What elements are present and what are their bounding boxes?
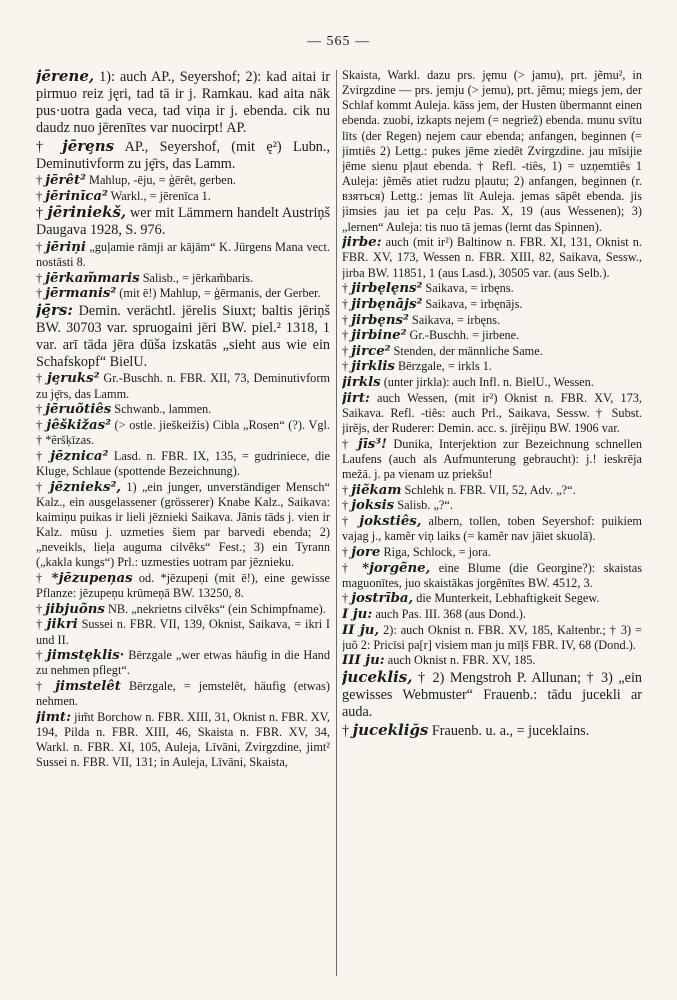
entry-definition: auch Pas. III. 368 (aus Dond.). bbox=[372, 606, 526, 621]
entry-headword: *jēzupeņas bbox=[51, 570, 133, 586]
entry-definition: Riga, Schlock, = jora. bbox=[380, 544, 491, 559]
entry-headword: jēruõtiês bbox=[45, 402, 112, 418]
entry-definition: eine Blume (die Georgine?): skaistas maguonītes, juo skaistākas jorgẽnītes BW. 4512, 3. bbox=[342, 560, 642, 590]
entry-headword: jēriniekš, bbox=[47, 203, 127, 222]
column-divider bbox=[336, 70, 337, 976]
entry-definition: Frauenb. u. a., = juceklains. bbox=[428, 722, 590, 739]
dagger-mark: † bbox=[36, 270, 46, 285]
entry-headword: jimstelêt bbox=[55, 679, 121, 695]
entry-headword: jucekliğs bbox=[352, 720, 429, 739]
entry-definition: Gr.-Buschh. = jirbene. bbox=[406, 328, 520, 343]
entry-definition: Skaista, Warkl. dazu prs. jęmu (> jamu), prt. jẽmu², in Zvirgzdine — prs. jemju (> jemu), prt. jẽmu; miegs jem, der Schlaf kommt Auleja. kāss jem, der Husten übermannt einen ebenda. zuobi, izkapts nejem (= negrieẑ) ebenda. munu svītu līts (der Regen) nejem caur ebenda; anfangen, beginnen (= jimtiês 2) Lettg.: pukes jēme ziedêt Zvirgzdine. jau mīsijie jēme sienu pļaut ebenda. † Refl. -tiês, 1) = uzņemtiês 1 Auleja: jẽmẽs atiet rudzu pļautu; 2) anfangen, beginnen (r. взяться) Lettg.: jemas līt Auleja. jemas sāpêt ebenda. jis jimsies jau iet pa ceļu Pas. X, 19 (aus Wessenen); 3) „lernen“ Auleja: tis nuo tā jemas (lernt das Spinnen). bbox=[342, 68, 642, 234]
dagger-mark: † bbox=[342, 722, 353, 739]
dagger-mark: † bbox=[342, 544, 352, 559]
dictionary-entry bbox=[342, 235, 642, 280]
dagger-mark: † bbox=[36, 679, 56, 694]
entry-definition: † 2) Mengstroh P. Allunan; † 3) „ein gewisses Webmuster“ Frauenb.: tādu jucekli ar auda. bbox=[342, 670, 642, 721]
entry-headword: jēznieks², bbox=[49, 479, 121, 495]
entry-definition: Sussei n. FBR. VII, 139, Oknist, Saikava, = ikri I und II. bbox=[36, 617, 330, 647]
entry-definition: (> ostle. jieškeižis) Cibla „Rosen“ (?). Vgl. † *ẽršķīzas. bbox=[36, 417, 330, 448]
dagger-mark: † bbox=[36, 417, 47, 432]
entry-definition: Saikava, = irbęns. bbox=[408, 312, 501, 327]
dictionary-entry bbox=[342, 591, 642, 606]
dictionary-entry bbox=[36, 449, 330, 479]
entry-headword: II ju, bbox=[342, 622, 380, 638]
entry-headword: jirbęlęns² bbox=[351, 281, 423, 297]
dagger-mark: † bbox=[36, 479, 50, 494]
entry-definition: 1): auch AP., Seyershof; 2): kad aitai ir pirmuo reiz jęri, tad tā ir j. Ramkau. kad aita nāk pus·uotra gada veca, tad viņa ir j. ebenda. cik nu daudz nuo jērenītes var nuocirpt! AP. bbox=[36, 69, 330, 136]
dictionary-entry bbox=[36, 648, 330, 678]
dagger-mark: † bbox=[342, 312, 352, 327]
dictionary-entry bbox=[36, 480, 330, 571]
entry-definition: albern, tollen, toben Seyershof: puikiem vajag j., kamẽr viņ laiks (= kamẽr nav jāiet skuolā). bbox=[342, 514, 642, 544]
entry-headword: jȩ̄rs: bbox=[36, 300, 73, 319]
dictionary-entry bbox=[36, 418, 330, 448]
entry-definition: AP., Seyershof, (mit ę²) Lubn., Deminutivform zu jȩ̄rs, das Lamm. bbox=[36, 138, 330, 172]
dictionary-entry bbox=[36, 286, 330, 301]
dictionary-entry bbox=[342, 514, 642, 544]
entry-headword: juceklis, bbox=[342, 668, 413, 687]
dagger-mark: † bbox=[342, 482, 352, 497]
entry-headword: jirce² bbox=[351, 343, 391, 359]
entry-definition: auch Oknist n. FBR. XV, 185. bbox=[384, 653, 536, 668]
dictionary-entry bbox=[36, 68, 330, 137]
dagger-mark: † bbox=[342, 560, 363, 575]
dagger-mark: † bbox=[36, 138, 63, 155]
dictionary-entry bbox=[342, 669, 642, 721]
entry-definition: wer mit Lämmern handelt Austriņš Daugava 1928, S. 976. bbox=[36, 205, 330, 239]
dagger-mark: † bbox=[36, 402, 46, 417]
entry-headword: *jorgẽne, bbox=[362, 560, 431, 576]
entry-headword: jērmanis² bbox=[45, 286, 117, 302]
entry-definition: die Munterkeit, Lebhaftigkeit Segew. bbox=[413, 591, 600, 606]
dictionary-entry bbox=[342, 561, 642, 591]
entry-headword: jērkam̃maris bbox=[45, 270, 140, 286]
dictionary-entry bbox=[342, 483, 642, 498]
entry-definition: Dunika, Interjektion zur Bezeichnung schnellen Laufens (auch als Aufmunterung gebraucht): j.! ieskrēja mežā. j. pa vienam uz priekšu! bbox=[342, 436, 642, 482]
dagger-mark: † bbox=[36, 617, 47, 632]
entry-headword: jirklis bbox=[351, 359, 395, 375]
entry-headword: jiẽkam bbox=[351, 482, 402, 498]
dagger-mark: † bbox=[342, 498, 352, 513]
entry-headword: joksis bbox=[351, 498, 395, 514]
entry-headword: jêškižas² bbox=[46, 417, 111, 433]
entry-definition: auch (mit ir²) Baltinow n. FBR. XI, 131, Oknist n. FBR. XV, 173, Wessen n. FBR. XIII, 82, Saikava, Sessw., jirba BW. 11851, 1 (aus Lasd.), 30505 var. (aus Selb.). bbox=[342, 235, 642, 280]
dictionary-entry bbox=[342, 623, 642, 653]
entry-definition: „guļamie rāmji ar kājām“ K. Jürgens Mana vect. nostāsti 8. bbox=[36, 239, 330, 269]
entry-definition: Saikava, = irbęns. bbox=[422, 281, 514, 296]
entry-headword: jikri bbox=[46, 617, 78, 633]
entry-headword: jibjuõns bbox=[45, 601, 105, 617]
entry-definition: (unter jirkla): auch Infl. n. BielU., Wessen. bbox=[380, 375, 594, 390]
dagger-mark: † bbox=[36, 448, 51, 463]
dictionary-entry bbox=[342, 281, 642, 296]
entry-definition: od. *jēzupeņi (mit ē!), eine gewisse Pflanze: jēzupeņu krūmeņā BW. 13250, 8. bbox=[36, 570, 330, 601]
dictionary-entry bbox=[36, 240, 330, 270]
dictionary-entry bbox=[342, 375, 642, 390]
dictionary-entry bbox=[36, 571, 330, 601]
page-number: — 565 — bbox=[307, 34, 370, 49]
dagger-mark: † bbox=[36, 371, 47, 386]
dagger-mark: † bbox=[36, 188, 46, 203]
dictionary-entry bbox=[342, 344, 642, 359]
dictionary-entry bbox=[342, 391, 642, 436]
dictionary-entry bbox=[36, 138, 330, 173]
dagger-mark: † bbox=[36, 205, 48, 222]
dictionary-entry bbox=[36, 679, 330, 709]
dagger-mark: † bbox=[342, 343, 352, 358]
entry-definition: Warkl., = jērenīca 1. bbox=[107, 188, 211, 203]
dictionary-entry bbox=[36, 371, 330, 401]
entry-headword: III ju: bbox=[342, 653, 385, 669]
entry-headword: jirt: bbox=[342, 390, 370, 406]
entry-definition: jim̃t Borchow n. FBR. XIII, 31, Oknist n. FBR. XV, 194, Pilda n. FBR. XIII, 46, Skaista n. FBR. XV, 34, Warkl. n. FBR. XI, 105, Auleja, Līvāni, Zvirgzdine, jimt² Sussei n. FBR. VII, 131; in Auleja, Līvāni, Skaista, bbox=[36, 709, 330, 770]
dagger-mark: † bbox=[342, 591, 352, 606]
entry-definition: Salisb. „?“. bbox=[394, 498, 453, 513]
dagger-mark: † bbox=[342, 436, 358, 451]
entry-definition: Bērzgale, = irkls 1. bbox=[394, 359, 492, 374]
entry-definition: Stenden, der männliche Same. bbox=[390, 343, 543, 358]
entry-definition: Schlehk n. FBR. VII, 52, Adv. „?“. bbox=[401, 482, 576, 497]
dictionary-entry bbox=[36, 302, 330, 371]
dictionary-entry bbox=[342, 545, 642, 560]
dictionary-entry bbox=[342, 437, 642, 482]
entry-definition: (mit ē!) Mahlup, = ģērmanis, der Gerber. bbox=[116, 286, 321, 301]
entry-definition: Gr.-Buschh. n. FBR. XII, 73, Deminutivform zu jȩ̄rs, das Lamm. bbox=[36, 371, 330, 401]
entry-headword: jirbęns² bbox=[351, 312, 409, 328]
dictionary-entry bbox=[342, 653, 642, 668]
dictionary-entry bbox=[36, 602, 330, 617]
entry-headword: jērȩns bbox=[62, 136, 115, 155]
dagger-mark: † bbox=[342, 296, 352, 311]
dictionary-entry bbox=[36, 173, 330, 188]
entry-definition: Schwanb., lammen. bbox=[111, 402, 212, 417]
dictionary-entry bbox=[342, 328, 642, 343]
entry-definition: Salisb., = jērkam̃baris. bbox=[139, 270, 254, 285]
entry-definition: Mahlup, -ēju, = ģērêt, gerben. bbox=[85, 173, 236, 187]
entry-definition: Bērzgale, = jemstelêt, häufig (etwas) nehmen. bbox=[36, 679, 330, 709]
entry-definition: Lasd. n. FBR. IX, 135, = gudriniece, die Kluge, Schlaue (spottende Bezeichnung). bbox=[36, 448, 330, 478]
dagger-mark: † bbox=[36, 239, 46, 254]
entry-headword: jīs³! bbox=[357, 436, 387, 452]
entry-headword: jimt: bbox=[36, 709, 71, 725]
entry-definition: 2): auch Oknist n. FBR. XV, 185, Kaltenbr.; † 3) = juõ 2: Pricīsi pa[r] visiem man ju mīļš FBR. IV, 68 (Dond.). bbox=[342, 622, 642, 652]
entry-headword: jirbęnājs² bbox=[351, 296, 423, 312]
entry-definition: Demin. verächtl. jērelis Siuxt; baltis jēriņš BW. 30703 var. spruogaini jēri BW. piel.² 1318, 1 var. arī tāda jēra dūša izskatās „sieht aus wie ein Schafskopf“ BielU. bbox=[36, 302, 330, 370]
entry-headword: jirbe: bbox=[342, 235, 382, 251]
entry-headword: jirbine² bbox=[351, 328, 407, 344]
entry-headword: jirkls bbox=[342, 375, 381, 391]
dagger-mark: † bbox=[342, 359, 352, 374]
dictionary-entry bbox=[342, 313, 642, 328]
dictionary-entry bbox=[342, 722, 642, 740]
entry-headword: jȩruks² bbox=[46, 371, 100, 387]
entry-definition: Saikava, = irbęnājs. bbox=[422, 296, 523, 311]
entry-definition: auch Wessen, (mit ir²) Oknist n. FBR. XV, 173, Saikava. Refl. -tiês: auch Prl., Saikava, Sessw. † Subst. jirẽjs, der Ruderer: Demin. acc. s. jirẽjiņu BW. 1906 var. bbox=[342, 390, 642, 436]
entry-headword: jērêt² bbox=[45, 173, 86, 188]
dictionary-entry bbox=[342, 607, 642, 622]
left-column bbox=[36, 68, 330, 978]
dictionary-entry bbox=[36, 204, 330, 239]
dictionary-entry bbox=[342, 297, 642, 312]
entry-headword: jēznica² bbox=[50, 448, 109, 464]
dictionary-entry bbox=[342, 498, 642, 513]
dictionary-entry bbox=[342, 68, 642, 235]
dagger-mark: † bbox=[36, 286, 46, 301]
dictionary-entry bbox=[36, 402, 330, 417]
dagger-mark: † bbox=[36, 173, 46, 187]
right-column bbox=[342, 68, 642, 978]
dagger-mark: † bbox=[342, 514, 360, 529]
dagger-mark: † bbox=[342, 328, 352, 343]
dagger-mark: † bbox=[342, 281, 352, 296]
dictionary-entry bbox=[36, 189, 330, 204]
entry-headword: jostrība, bbox=[351, 591, 414, 607]
dictionary-entry bbox=[342, 359, 642, 374]
entry-headword: jēriņi bbox=[45, 239, 86, 255]
dictionary-entry bbox=[36, 710, 330, 771]
entry-headword: jokstiês, bbox=[359, 514, 422, 530]
entry-definition: NB. „nekrietns cilvẽks“ (ein Schimpfname). bbox=[104, 601, 326, 616]
dagger-mark: † bbox=[36, 648, 47, 663]
entry-headword: jimstęklis· bbox=[46, 648, 125, 664]
dagger-mark: † bbox=[36, 601, 46, 616]
entry-headword: jērinīca² bbox=[45, 188, 108, 204]
entry-definition: Bērzgale „wer etwas häufig in die Hand zu nehmen pflegt“. bbox=[36, 648, 330, 678]
dagger-mark: † bbox=[36, 570, 52, 585]
dictionary-entry bbox=[36, 617, 330, 647]
entry-headword: jore bbox=[351, 544, 381, 560]
dictionary-entry bbox=[36, 271, 330, 286]
entry-definition: 1) „ein junger, unverständiger Mensch“ Kalz., ein ausgelassener (grösserer) Knabe Kalz., Saikava: kaimiņu puikas ir lieli jēznieki Saikava. Jānis tāds j. vien ir Kalz. mūsu j. uzmeties šiem par barvedi ebenda; 2) „neveikls, lieļa auguma cilvẽks“ Fest.; 3) ein Tyrann („kakla kungs“) Prl.: uzmesties uotram par jēznieku. bbox=[36, 479, 330, 570]
entry-headword: jērene, bbox=[36, 68, 95, 85]
entry-headword: I ju: bbox=[342, 606, 373, 622]
